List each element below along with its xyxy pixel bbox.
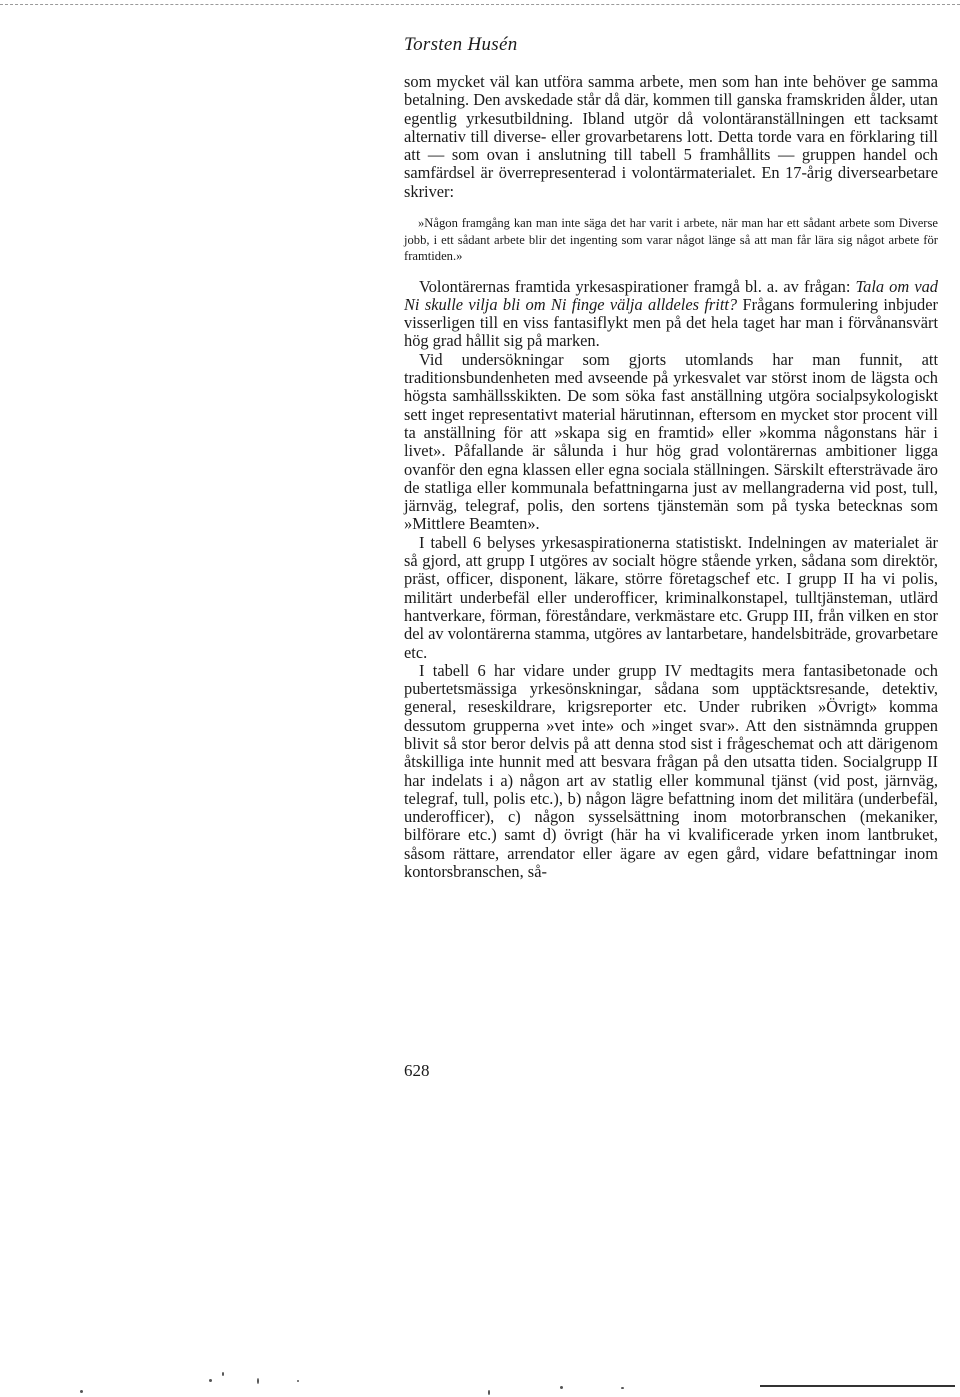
paragraph-1: som mycket väl kan utföra samma arbete, men som han inte behöver ge samma betalning. Den avskedade står då där, kommen till ganska framskriden ålder, utan egentlig yrkesutbildning. Ibland utgör då volontäranställningen ett tacksamt alternativ till diverse- eller grovarbetarens lott. Detta torde vara en förklaring till att — som ovan i anslutning till tabell 5 framhållits — gruppen handel och samfärdsel är överrepresenterad i volontärmaterialet. En 17-årig diversearbetare skriver:	[404, 72, 938, 201]
scan-speck	[297, 1380, 299, 1382]
paragraph-3: Vid undersökningar som gjorts utomlands har man funnit, att traditionsbundenheten med avseende på yrkesvalet var störst inom de lägsta och högsta samhällsskikten. De som söka fast anställning utgöra socialpsykologiskt sett inget representativt material härutinnan, eftersom en mycket stor procent vill ta anställning för att »skapa sig en framtid» eller »komma någonstans här i livet». Påfallande är sålunda i hur hög grad volontärernas ambitioner ligga ovanför den egna klassen eller egna sociala ställningen. Särskilt eftersträvade äro de statliga eller kommunala befattningarna just av mellangraderna vid post, tull, järnväg, telegraf, polis, den sortens tjänstemän som på tyska betecknas som »Mittlere Beamten».	[404, 349, 938, 534]
scan-speck	[257, 1378, 259, 1384]
scan-speck	[209, 1379, 212, 1382]
body-text	[404, 73, 938, 881]
paragraph-5: I tabell 6 har vidare under grupp IV medtagits mera fantasibetonade och pubertetsmässiga yrkesönskningar, sådana som upptäcktsresande, detektiv, general, reseskildrare, krigsreporter etc. Under rubriken »Övrigt» komma dessutom grupperna »vet inte» och »inget svar». Att den sistnämnda gruppen blivit så stor beror delvis på att denna stod sist i frågeschemat och att därigenom åtskilliga inte hunnit med att besvara frågan på den utsatta tiden. Socialgrupp II har indelats i a) någon art av statlig eller kommunal tjänst (vid post, järnväg, telegraf, tull, polis etc.), b) någon lägre befattning inom det militära (underbefäl, underofficer), c) någon sysselsättning inom motorbranschen (mekaniker, bilförare etc.) samt d) övrigt (här ha vi kvalificerade yrken inom lantbruket, såsom rättare, arrendator eller ägare av egen gård, vidare befattningar inom kontorsbranschen, så-	[404, 660, 938, 882]
paragraph-2-end: Frågans formulering inbjuder visserligen till en viss fantasiflykt men på det hela taget har man i förvånansvärt hög grad hållit sig på marken.	[404, 294, 938, 351]
paragraph-4: I tabell 6 belyses yrkesaspirationerna statistiskt. Indelningen av materialet är så gjord, att grupp I utgöres av socialt högre stående yrken, sådana som direktör, präst, officer, disponent, läkare, större företagschef etc. I grupp II ha vi polis, militärt underbefäl eller underofficer, kriminalkonstapel, tulltjänsteman, utlärd hantverkare, förman, föreståndare, verkmästare etc. Grupp III, från vilken en stor del av volontärerna stamma, utgöres av lantarbetare, handelsbiträde, grovarbetare etc.	[404, 532, 938, 662]
paragraph-2	[404, 278, 938, 351]
survey-question: Tala om vad Ni skulle vilja bli om Ni finge välja alldeles fritt?	[404, 276, 938, 314]
scan-speck	[488, 1390, 490, 1395]
running-head: Torsten Husén	[404, 34, 518, 55]
block-quote	[404, 215, 938, 265]
scan-speck	[560, 1386, 563, 1389]
scan-speck	[80, 1390, 83, 1393]
page-number: 628	[404, 1061, 430, 1080]
paragraph-2-start: Volontärernas framtida yrkesaspirationer framgå bl. a. av frågan:	[419, 276, 856, 296]
bottom-scan-rule	[760, 1385, 955, 1387]
top-scan-rule	[0, 4, 960, 5]
quote-text: »Någon framgång kan man inte säga det har varit i arbete, när man har ett sådant arbete som Diverse jobb, i ett sådant arbete blir det ingenting som varar något länge så att man får lära sig något arbete för framtiden.»	[404, 216, 938, 264]
scan-speck	[222, 1372, 224, 1376]
scan-speck	[621, 1387, 624, 1389]
